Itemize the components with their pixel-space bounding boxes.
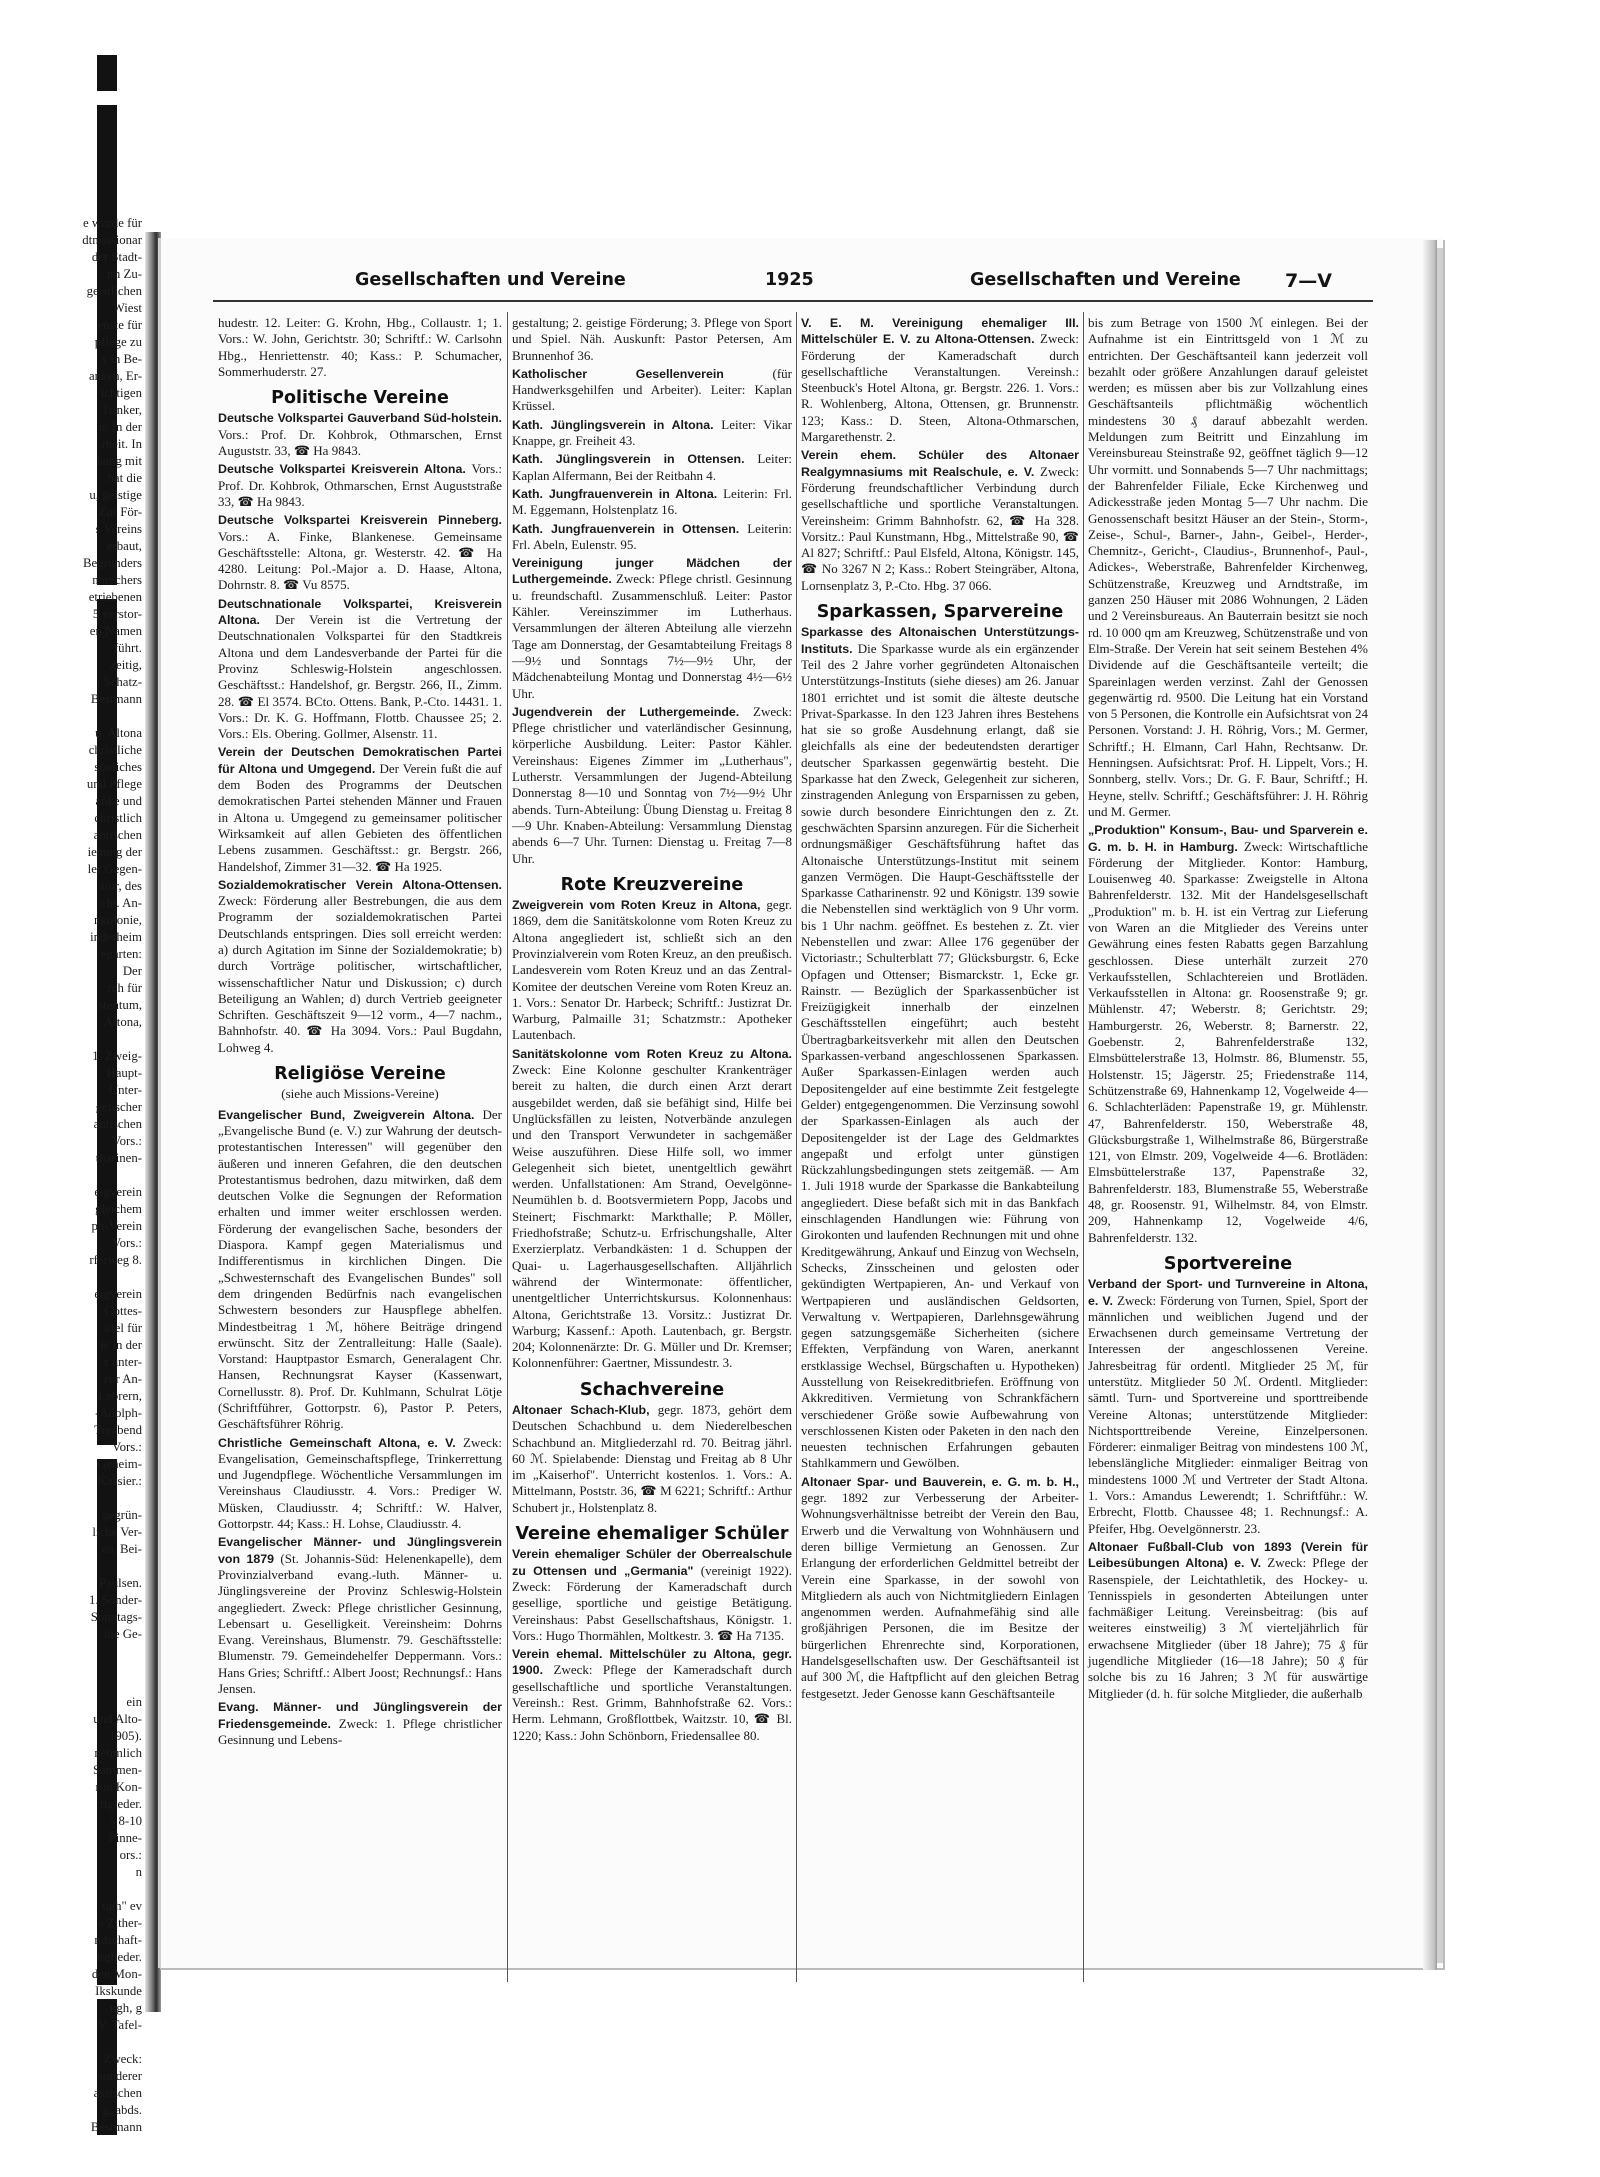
- association-entry: [512, 417, 792, 450]
- fragment-line: ugh, g: [110, 2001, 142, 2015]
- text-column-3: [801, 315, 1079, 1965]
- fragment-line: s 8-10: [110, 1814, 142, 1828]
- association-entry: [218, 461, 502, 510]
- previous-page-fragment: [0, 215, 148, 2134]
- fragment-line: e wurde für: [83, 216, 142, 230]
- association-entry: [801, 624, 1079, 1471]
- association-name: Evangelischer Männer- und Jünglingsverein von 1879: [218, 1535, 502, 1566]
- fragment-line: u, geistige: [89, 488, 142, 502]
- fragment-line: [0, 1558, 148, 1575]
- association-entry: [512, 1646, 792, 1744]
- section-heading: Sportvereine: [1163, 1253, 1293, 1274]
- association-entry: [218, 1534, 502, 1697]
- fragment-line: enste für: [97, 318, 142, 332]
- fragment-line: hat die: [107, 471, 142, 485]
- association-name: Deutschnationale Volkspartei, Kreisverein Altona.: [218, 596, 502, 628]
- association-entry: [801, 447, 1079, 594]
- fragment-line: geistlichen: [86, 284, 142, 298]
- association-entry: [512, 451, 792, 484]
- fragment-line: christliche: [88, 743, 142, 757]
- continued-text: [512, 315, 792, 364]
- fragment-line: nehmlich: [94, 1746, 142, 1760]
- association-entry: [512, 521, 792, 554]
- fragment-line: den Mon-: [91, 1967, 142, 1981]
- page-edge-shadow: [1437, 248, 1443, 1963]
- fragment-line: nkolonie,: [94, 913, 142, 927]
- fragment-line: Sonntags-: [90, 1610, 142, 1624]
- association-name: Kath. Jungfrauenverein in Ottensen.: [512, 521, 748, 536]
- fragment-line: . im Zu-: [100, 267, 142, 281]
- fragment-line: egarten:: [100, 947, 142, 961]
- fragment-line: cht. An-: [100, 896, 142, 910]
- fragment-line: nbrechers: [92, 573, 142, 587]
- association-name: Zweigverein vom Roten Kreuz in Altona,: [512, 898, 767, 913]
- fragment-line: zur An-: [103, 1372, 142, 1386]
- fragment-line: ler Gegen-: [87, 862, 142, 876]
- fragment-line: [0, 1881, 148, 1898]
- fragment-line: assischen: [93, 2086, 142, 2100]
- fragment-line: g, abds.: [102, 2103, 142, 2117]
- fragment-line: u. Altona: [95, 726, 142, 740]
- fragment-line: Vors.:: [112, 1440, 142, 1454]
- entry-text: Leiter: Kaplan Alfermann, Bei der Reitbahn 4.: [512, 451, 792, 483]
- association-name: Sozialdemokratischer Verein Altona-Ottensen.: [218, 877, 502, 892]
- section-heading: Schachvereine: [579, 1379, 725, 1400]
- association-name: Deutsche Volkspartei Kreisverein Altona.: [218, 462, 472, 477]
- header-rule: [213, 300, 1373, 302]
- entry-text: Zweck: Eine Kolonne geschulter Krankenträger bereit zu halten, die durch einen Arzt derart ausgebildet werden, daß sie befähigt sind, Hilfe bei Unglücksfällen zu leisten, Notverbände anzulegen und den Transport Verwundeter in sachgemäßer Weise auszuführen. Diese Hilfe soll, wo immer Gelegenheit sich bietet, unentgeltlich gewährt werden. Unfallstationen: Am Strand, Oevelgönne-Neumühlen b. d. Bootsvermietern Popp, Jacobs und Steinert; Fischmarkt: Markthalle; P. Möller, Friedhofstraße; Schutz-u. Erfrischungshalle, Alter Exerzierplatz. Verbandkästen: 1 d. Schuppen der Quai- u. Lagerhausgesellschaften. Alljährlich während der Wintermonate: öffentlicher, unentgeltlicher Unterrichtskursus. Kolonnenhaus: Altona, Gerichtstraße 13. Vorsitz.: Justizrat Dr. Warburg; Kassenf.: Apoth. Lautenbach, gr. Bergstr. 204; Kolonnenärzte: Dr. G. Müller und Dr. Kremser; Kolonnenführer: Gaertner, Missundestr. 3.: [512, 1062, 792, 1371]
- association-entry: [512, 555, 792, 702]
- fragment-line: tharinen-: [95, 1151, 142, 1165]
- association-name: Verein ehem. Schüler des Altonaer Realgymnasiums mit Realschule, e. V.: [801, 448, 1079, 479]
- fragment-line: dtmissionar: [82, 233, 142, 247]
- text-column-4: [1088, 315, 1368, 1965]
- fragment-line: rferweg 8.: [89, 1253, 142, 1267]
- fragment-line: liche Ver-: [92, 1525, 142, 1539]
- fragment-line: und Alto-: [93, 1712, 142, 1726]
- association-entry: [512, 897, 792, 1044]
- fragment-line: Paulsen.: [98, 1576, 142, 1590]
- fragment-line: antischen: [93, 828, 142, 842]
- association-name: Sparkasse des Altonaischen Unterstützungs-Instituts.: [801, 625, 1079, 656]
- fragment-line: sonderer: [97, 2069, 142, 2083]
- association-name: Evang. Männer- und Jünglingsverein der Friedensgemeinde.: [218, 1700, 502, 1731]
- association-name: Deutsche Volkspartei Kreisverein Pinneberg.: [218, 513, 502, 528]
- fragment-line: [0, 2034, 148, 2051]
- entry-text: Zweck: Förderung freundschaftlicher Verbindung durch gesellschaftliche und sportliche Veranstaltungen. Vereinsheim: Grimm Bahnhofstr. 62, ☎ Ha 328. Vorsitz.: Paul Kunstmann, Hbg., Mittelstraße 90, ☎ Al 827; Schriftf.: Paul Elsfeld, Altona, Königstr. 145, ☎ No 3267 N 2; Kass.: Robert Steingräber, Altona, Lornsenplatz 3, P.-Cto. Hbg. 37 066.: [801, 463, 1079, 593]
- fragment-line: Zweck:: [103, 2052, 142, 2066]
- association-name: Verein ehemaliger Schüler der Oberrealschule zu Ottensen und „Germania": [512, 1547, 792, 1578]
- fragment-line: ; Schatz-: [96, 675, 142, 689]
- entry-text: bis zum Betrage von 1500 ℳ einlegen. Bei der Aufnahme ist ein Eintrittsgeld von 1 ℳ zu entrichten. Der Geschäftsanteil kann jederzeit voll bezahlt oder größere Anzahlungen darauf geleistet werden; es müssen aber bis zur Vollzahlung eines Geschäftsanteils pflichtmäßig wöchentlich mindestens 30 ₰ darauf abbezahlt werden. Meldungen zum Beitritt und Einzahlung im Vereinsbureau Steinstraße 92, geöffnet täglich 9—12 Uhr vormitt. und Sonnabends 5—7 Uhr nachmittags; der Bahrenfelder Filiale, Ecke Kirchenweg und Adickesstraße jeden Montag 5—7 Uhr nachm. Die Genossenschaft besitzt Häuser an der Stein-, Storm-, Zeise-, Schul-, Barner-, Jahn-, Geibel-, Herder-, Chemnitz-, Gericht-, Claudius-, Brunnenhof-, Paul-, Adickes-, Weberstraße, Bahrenfelder Kirchenweg, Schützenstraße, Kreuzweg und Arndtstraße, im ganzen 250 Häuser mit 2086 Wohnungen, 2 Läden und 2 Vereinsbureaus. An Bauterrain besitzt sie noch rd. 10 000 qm am Kreuzweg, Schützenstraße und von Elm-Straße. Der Verein hat seit seinem Bestehen 4% Dividende auf die Geschäftsanteile verteilt; die Spareinlagen werden verzinst. Zahl der Genossen gegenwärtig rd. 9500. Die Leitung hat ein Vorstand von 5 Personen, die Kontrolle ein Aufsichtsrat von 24 Personen. Vorstand: J. H. Röhrig, Vors.; M. Germer, Schriftf.; H. Elmann, Carl Hahn, Rechtsanw. Dr. Henningsen. Aufsichtsrat: Prof. H. Lippelt, Vors.; H. Sonnberg, stellv. Vors.; Dr. G. F. Baur, Schriftf.; H. Heyne, stellv. Schriftf.; Geschäftsführer: J. H. Röhrig und M. Germer.: [1088, 315, 1368, 819]
- fragment-line: zeitig,: [110, 658, 142, 672]
- association-entry: [1088, 1276, 1368, 1537]
- entry-text: Zweck: Förderung aller Bestrebungen, die aus dem Programm der sozialdemokratischen Partei Deutschlands entspringen. Dies soll erreicht werden: a) durch Agitation im Sinne der Sozialdemokratie; b) durch Vorträge politischer, wirtschaftlicher, wissenschaftlicher Natur und Diskussion; c) durch Beteiligung an Wahlen; d) durch Vertrieb geeigneter Schriften. Geschäftszeit 9—12 vorm., 4—7 nachm., Bahnhofstr. 40. ☎ Ha 3094. Vors.: Paul Bugdahn, Lohweg 4.: [218, 893, 502, 1055]
- fragment-line: r unter-: [104, 1355, 142, 1369]
- fragment-line: christlich: [94, 811, 142, 825]
- fragment-line: [0, 1677, 148, 1694]
- association-entry: [512, 1546, 792, 1644]
- entry-text: Der Verein ist die Vertretung der Deutschnationalen Volkspartei für den Stadtkreis Altona und dem Landesverbande der Partei für die Provinz Schleswig-Holstein angeschlossen. Geschäftsst.: Handelshof, gr. Bergstr. 266, II., Zimm. 28. ☎ El 3574. BCto. Ottens. Bank, P.-Cto. 14431. 1. Vors.: Dr. K. G. Hoffmann, Flottb. Chaussee 25; 2. Vors.: Els. Obering. Gollmer, Alsenstr. 11.: [218, 612, 502, 742]
- fragment-line: Sammen-: [92, 1763, 142, 1777]
- fragment-line: en Namen: [89, 624, 142, 638]
- fragment-line: rbeit. In: [101, 437, 142, 451]
- association-entry: [801, 315, 1079, 445]
- fragment-line: ron Kon-: [95, 1780, 142, 1794]
- fragment-line: [0, 708, 148, 725]
- fragment-line: [0, 1660, 148, 1677]
- section-heading: Rote Kreuzvereine: [560, 874, 744, 895]
- fragment-line: und Pflege: [86, 777, 142, 791]
- fragment-line: Bestmann: [90, 692, 142, 706]
- association-name: Altonaer Fußball-Club von 1893 (Verein für Leibesübungen Altona) e. V.: [1088, 1539, 1368, 1571]
- fragment-line: stentum,: [98, 998, 142, 1012]
- fragment-line: Vors.:: [112, 1236, 142, 1250]
- association-name: Jugendverein der Luthergemeinde.: [512, 704, 754, 719]
- fragment-line: Treabend: [94, 1423, 142, 1437]
- fragment-line: Trinker,: [101, 403, 142, 417]
- fragment-line: Altona,: [103, 1015, 142, 1029]
- association-name: Christliche Gemeinschaft Altona, e. V.: [218, 1435, 464, 1450]
- text-column-2: [512, 315, 792, 1965]
- association-name: Deutsche Volkspartei Gauverband Süd-holstein.: [218, 411, 502, 426]
- entry-text: (vereinigt 1922). Zweck: Förderung der Kameradschaft durch gesellige, sportliche und geistige Betätigung. Vereinshaus: Pabst Gesellschaftshaus, Königstr. 1. Vors.: Hugo Thormählen, Moltkestr. 3. ☎ Ha 7135.: [512, 1562, 792, 1643]
- association-entry: [218, 1435, 502, 1533]
- fragment-line: hang mit: [96, 454, 142, 468]
- fragment-line: Wiest: [112, 301, 142, 315]
- section-heading: Religiöse Vereine: [274, 1064, 446, 1085]
- association-entry: [512, 486, 792, 519]
- association-name: „Produktion" Konsum-, Bau- und Sparverein e. G. m. b. H. in Hamburg.: [1088, 823, 1368, 854]
- fragment-line: 5 verstor-: [92, 607, 142, 621]
- fragment-line: Unter-: [108, 1083, 142, 1097]
- fragment-line: anke und: [95, 794, 142, 808]
- association-entry: [512, 1046, 792, 1372]
- fragment-line: itglieder.: [96, 1950, 142, 1964]
- fragment-line: gegrün-: [102, 1508, 142, 1522]
- entry-text: Zweck: Pflege christl. Gesinnung u. freundschaftl. Zusammenschluß. Leiter: Pastor Kähler. Vereinszimmer im Lutherhaus. Versammlungen der älteren Abteilung alle vierzehn Tage am Donnerstag, der Gesamtabteilung Freitags 8—9½ und Sonntags 7½—9½ Uhr, der Mädchenabteilung Montag und Donnerstag 4½—6½ Uhr.: [512, 571, 792, 701]
- fragment-line: [0, 1269, 148, 1286]
- association-entry: [218, 877, 502, 1056]
- fragment-line: sönliches: [94, 760, 142, 774]
- association-name: V. E. M. Vereinigung ehemaliger III. Mittelschüler E. V. zu Altona-Ottensen.: [801, 316, 1079, 347]
- fragment-line: Ikskunde: [95, 1984, 142, 1998]
- fragment-line: Kassier.:: [97, 1474, 142, 1488]
- fragment-line: 1. Sonder-: [88, 1593, 142, 1607]
- section-note: (siehe auch Missions-Vereine): [281, 1086, 439, 1102]
- fragment-line: inderheim: [90, 930, 142, 944]
- entry-text: Leiter: Vikar Knappe, gr. Freiheit 43.: [512, 416, 792, 449]
- fragment-line: ugh" ev: [102, 1899, 142, 1913]
- fragment-line: antischen: [93, 1117, 142, 1131]
- continued-text: [1088, 315, 1368, 820]
- association-entry: [218, 1107, 502, 1433]
- association-name: Verband der Sport- und Turnvereine in Altona, e. V.: [1088, 1277, 1368, 1308]
- continued-text: [218, 315, 502, 380]
- fragment-line: Vors.:: [112, 1134, 142, 1148]
- fragment-line: anken, Er-: [88, 369, 142, 383]
- fragment-line: ittel für: [103, 1321, 142, 1335]
- fragment-line: s Vereins: [95, 522, 142, 536]
- fragment-line: pflege zu: [94, 335, 142, 349]
- association-entry: [218, 744, 502, 874]
- association-entry: [512, 1402, 792, 1516]
- entry-text: Zweck: Evangelisation, Gemeinschaftspflege, Trinkerrettung und Jugendpflege. Wöchentliche Versammlungen im Vereinshaus Claudiusstr. 4. Vors.: Prediger W. Müsken, Claudiusstr. 4; Schriftf.: W. Halver, Gottorpstr. 44; Kass.: H. Lohse, Claudiusstr. 4.: [218, 1434, 502, 1532]
- fragment-line: gelischer: [95, 1100, 142, 1114]
- fragment-line: rch für: [107, 981, 142, 995]
- fragment-line: ein: [126, 1695, 142, 1709]
- section-heading: Politische Vereine: [271, 388, 449, 409]
- fragment-line: atur, des: [99, 879, 142, 893]
- fragment-line: Haupt-: [106, 1066, 142, 1080]
- page-edge: [1423, 240, 1437, 1970]
- running-head-left: Gesellschaften und Vereine: [355, 270, 626, 290]
- fragment-line: Gottes-: [104, 1304, 142, 1318]
- section-heading: Vereine ehemaliger Schüler: [515, 1524, 789, 1545]
- association-entry: [1088, 822, 1368, 1246]
- fragment-line: 1905).: [108, 1729, 142, 1743]
- fragment-line: eigverein: [94, 1287, 142, 1301]
- entry-text: (für Handwerksgehilfen und Arbeiter). Leiter: Kaplan Krüssel.: [512, 365, 792, 414]
- fragment-line: tigleder.: [100, 1797, 142, 1811]
- column-rule: [507, 312, 508, 1982]
- association-name: Altonaer Schach-Klub,: [512, 1403, 658, 1417]
- fragment-line: der Stadt-: [91, 250, 142, 264]
- fragment-line: iehung der: [87, 845, 142, 859]
- association-name: Verein ehemal. Mittelschüler zu Altona, gegr. 1900.: [512, 1647, 792, 1678]
- fragment-line: V. Tafel-: [97, 2018, 142, 2032]
- fragment-line: -Adolph-: [95, 1406, 142, 1420]
- association-name: Altonaer Spar- und Bauverein, e. G. m. b. H.,: [801, 1474, 1079, 1489]
- column-rule: [796, 312, 797, 1982]
- fragment-line: ors.:: [119, 1848, 142, 1862]
- fragment-line: führt.: [113, 641, 142, 655]
- entry-text: gegr. 1892 zur Verbesserung der Arbeiter-Wohnungsverhältnisse betreibt der Verein den Bau, Erwerb und die Verwaltung von Wohnhäusern und deren billige Vermietung an Genossen. Zur Erlangung der erforderlichen Geldmittel betreibt der Verein eine Sparkasse, in der sowohl von Mitgliedern als auch von Nichtmitgliedern Einlagen angenommen werden. Aufnahmefähig sind alle großjährigen Personen, die im Besitze der bürgerlichen Ehrenrechte sind, Korporationen, Handelsgesellschaften usw. Der Geschäftsanteil ist auf 300 ℳ, die Haftpflicht auf den gleichen Betrag festgesetzt. Jeder Genosse kann Geschäftsanteile: [801, 1490, 1079, 1701]
- entry-text: Zweck: Pflege der Kameradschaft durch gesellschaftliche und sportliche Veranstaltungen. Vereinsh.: Rest. Grimm, Bahnhofstraße 62. Vors.: Herm. Lehmann, Großflottbek, Waitzstr. 10, ☎ Bl. 1220; Kass.: John Schönborn, Friedensallee 80.: [512, 1662, 792, 1743]
- entry-text: Leiterin: Frl. M. Eggemann, Holstenplatz 16.: [512, 485, 792, 518]
- fragment-line: en. Bei-: [101, 1542, 142, 1556]
- fragment-line: 1. Zweig-: [92, 1049, 142, 1063]
- entry-text: Der Verein fußt die auf dem Boden des Programms der Deutschen demokratischen Partei stehenden Männer und Frauen in Altona u. Umgegend zu gemeinsamer politischer Wirksamkeit auf allen Gebieten des öffentlichen Lebens zusammen. Geschäftsst.: gr. Bergstr. 266, Handelshof, Zimmer 31—32. ☎ Ha 1925.: [218, 760, 502, 874]
- fragment-line: [0, 1031, 148, 1048]
- association-name: Vereinigung junger Mädchen der Luthergemeinde.: [512, 556, 792, 587]
- fragment-line: Lebrern,: [98, 1389, 142, 1403]
- fragment-line: Zur För-: [98, 505, 142, 519]
- association-entry: [218, 596, 502, 743]
- running-head-year: 1925: [765, 270, 814, 290]
- association-entry: [1088, 1539, 1368, 1702]
- entry-text: Vors.: A. Finke, Blankenese. Gemeinsame Geschäftsstelle: Altona, gr. Westerstr. 42. ☎ Ha 4280. Leitung: Pol.-Major a. D. Haase, Altona, Dohrnstr. 8. ☎ Vu 8575.: [218, 528, 502, 593]
- association-entry: [218, 1699, 502, 1748]
- fragment-line: [0, 1490, 148, 1507]
- entry-text: Zweck: Wirtschaftliche Förderung der Mitglieder. Kontor: Hamburg, Louisenweg 40. Sparkasse: Zweigstelle in Altona Bahrenfelderstr. 132. Mit der Handelsgesellschaft „Produktion" m. b. H. ist ein Vertrag zur Lieferung von Waren an die Mitglieder des Vereins unter Gewährung eines festen Rabatts gegen Barzahlung geschlossen. Diese unterhält zurzeit 270 Verkaufsstellen, Schlachtereien und Brotläden. Verkaufsstellen in Altona: gr. Roosenstraße 9; gr. Mühlenstr. 47; Weberstr. 8; Gerichtstr. 29; Hamburgerstr. 26, Weberstr. 8; Barnerstr. 22, Goebenstr. 2, Bahrenfelderstraße 132, Elmsbüttelerstraße 13, Holmstr. 86, Blumenstr. 55, Holstenstr. 15; Jägerstr. 25; Friedenstraße 114, Schützenstraße 69, Hahnenkamp 12, Vogelweide 4—6. Schlachterläden: Papenstraße 19, gr. Mühlenstr. 47, Bahrenfelderstr. 150, Weberstraße 48, Glücksburgstraße 1, Wilhelmstraße 86, Bürgerstraße 121, von Elmstr. 209, Vogelweide 4—6. Brotläden: Elmsbüttelerstraße 137, Papenstraße 32, Bahrenfelderstr. 183, Blumenstraße 55, Weberstraße 48, gr. Roosenstr. 91, Wilhelmstr. 84, von Elmstr. 209, Hahnenkamp 12, Vogelweide 4/6, Bahrenfelderstr. 132.: [1088, 838, 1368, 1245]
- association-entry: [801, 1474, 1079, 1702]
- fragment-line: gleichem: [95, 1202, 142, 1216]
- fragment-line: Der: [122, 964, 142, 978]
- association-name: Verein der Deutschen Demokratischen Partei für Altona und Umgegend.: [218, 745, 502, 776]
- entry-text: Vors.: Prof. Dr. Kohbrok, Othmarschen, Ernst Auguststraße 33, ☎ Ha 9843.: [218, 461, 502, 509]
- entry-text: gestaltung; 2. geistige Förderung; 3. Pflege von Sport und Spiel. Näh. Auskunft: Pastor Petersen, Am Brunnenhof 36.: [512, 315, 792, 363]
- association-name: Evangelischer Bund, Zweigverein Altona.: [218, 1107, 483, 1122]
- association-entry: [512, 704, 792, 867]
- entry-text: (St. Johannis-Süd: Helenenkapelle), dem Provinzialverband evang.-luth. Männer- u. Jünglingsvereine der Provinz Schleswig-Holstein angegliedert. Zweck: Pflege christlicher Gesinnung, Lebensart u. Geselligkeit. Vereinsheim: Dohrns Evang. Vereinshaus, Blumenstr. 79. Geschäftsstelle: Blumenstr. 79. Gemeindehelfer Deppermann. Vors.: Hans Gries; Schriftf.: Albert Joost; Rechnungsf.: Hans Jensen.: [218, 1550, 502, 1697]
- fragment-line: n. In der: [99, 420, 142, 434]
- entry-text: Zweck: Pflege christlicher und vaterländischer Gesinnung, körperliche Ausbildung. Leiter: Pastor Kähler. Vereinshaus: Eigenes Zimmer im „Lutherhaus", Lutherstr. Versammlungen der Jugend-Abteilung Donnerstag 8—10 und Sonntag von 7½—9½ Uhr abends. Turn-Abteilung: Übung Dienstag u. Freitag 8—9 Uhr. Knaben-Abteilung: Versammlung Dienstag abends 6—7 Uhr. Turnen: Dienstag u. Freitag 7—8 Uhr.: [512, 703, 792, 866]
- fragment-line: ie in der: [100, 1338, 142, 1352]
- fragment-line: ph-Verein: [91, 1219, 142, 1233]
- section-heading: Sparkassen, Sparvereine: [816, 602, 1064, 623]
- running-head-right: Gesellschaften und Vereine: [970, 270, 1241, 290]
- entry-text: Die Sparkasse wurde als ein ergänzender Teil des 2 Jahre vorher gegründeten Altonaischen Unterstützungs-Instituts (siehe dieses) am 26. Januar 1801 errichtet und ist somit die älteste deutsche Privat-Sparkasse. In den 123 Jahren ihres Bestehens hat sie so große Ausdehnung erlangt, daß sie gleichfalls als eine der bedeutendsten derartiger deutscher Sparkassen gegenwärtig besteht. Die Sparkasse hat den Zweck, Gelegenheit zur sicheren, zinstragenden Anlegung von Ersparnissen zu geben, sowie durch besondere Einrichtungen den z. Zt. geschwächten Sparsinn anzuregen. Für die Sicherheit ordnungsmäßiger Geschäftsführung haftet das Altonaische Unterstützungs-Institut mit seinem ganzen Vermögen. Die Haupt-Geschäftsstelle der Sparkasse Catharinenstr. 92 und Königstr. 139 sowie die Nebenstellen sind werktäglich von 9 Uhr vorm. bis 1 Uhr nachm. geöffnet. Es bestehen z. Zt. vier Nebenstellen und zwar: Allee 176 gegenüber der Victoriastr.; Schulterblatt 77; Glücksburgstr. 6, Ecke Opfagen und Ottenser; Bismarckstr. 1, Ecke gr. Rainstr. — Bezüglich der Sparkassenbücher ist Freizügigkeit innerhalb der einzelnen Geschäftsstellen eingeführt; auch besteht Übertragbarkeitsverkehr mit allen den Deutschen Sparkassen-verband angeschlossenen Sparkassen. Außer Sparkassen-Einlagen werden auch Depositengelder auf eine bestimmte Zeit festgelegte Gelder) entgegengenommen. Die Verzinsung sowohl der Sparkassen-Einlagen als auch der Depositengelder ist der Lage des Geldmarktes angepaßt und erfolgt unter günstigen Rückzahlungsbedingungen stets zeitgemäß. — Am 1. Juli 1918 wurde der Sparkasse die Bankabteilung angegliedert. Diese befaßt sich mit in das Bankfach einschlagenden Handlungen wie: Führung von Girokonten und laufenden Rechnungen mit und ohne Kreditgewährung, Ankauf und Einzug von Wechseln, Schecks, Zinsscheinen und gelosten oder gekündigten Wertpapieren, An- und Verkauf von Wertpapieren und ausländischen Geldsorten, Verwaltung v. Wertpapieren, Darlehnsgewährung gegen satzungsgemäße Sicherheiten (sichere Effekten, Verpfändung von Waren, anerkannt erstklassige Wechsel, Bürgschaften u. Hypotheken) Ausstellung von Reisekreditbriefen. Eröffnung von Akkreditiven. Vermietung von Schrankfächern verschiedener Größe sowie Aufbewahrung von verschlossenen Kisten oder Paketen in den nach den neuesten technischen Erfahrungen gebauten Stahlkammern und Gewölben.: [801, 640, 1079, 1471]
- entry-text: gegr. 1869, dem die Sanitätskolonne vom Roten Kreuz zu Altona angegliedert ist, schließt sich an den Provinzialverein vom Roten Kreuz, an den preußisch. Landesverein vom Roten Kreuz und an das Zentral-Komitee der deutschen Vereine vom Roten Kreuz an. 1. Vors.: Senator Dr. Harbeck; Schriftf.: Justizrat Dr. Warburg, Palmaille 31; Schatzmstr.: Apotheker Lautenbach.: [512, 897, 792, 1043]
- column-rule: [1083, 312, 1084, 1982]
- fragment-line: n: [135, 1865, 142, 1879]
- association-entry: [512, 366, 792, 415]
- fragment-line: [0, 1167, 148, 1184]
- fragment-line: s in Be-: [102, 352, 142, 366]
- entry-text: Zweck: Pflege der Rasenspiele, der Leichtathletik, des Hockey- u. Tennisspiels in gesonderten Abteilungen unter fachmäßiger Leitung. Vereinsbeitrag: (bis auf weiteres einstweilig) 3 ℳ vierteljährlich für erwachsene Mitglieder (über 18 Jahre); 75 ₰ für jugendliche Mitglieder (16—18 Jahre); 50 ₰ für solche bis zu 16 Jahren; 3 ℳ für auswärtige Mitglieder (d. h. für solche Mitglieder, die außerhalb: [1088, 1555, 1368, 1701]
- entry-text: Der „Evangelische Bund (e. V.) zur Wahrung der deutsch-protestantischen Interessen" will gegenüber den äußeren und inneren Gefahren, die den deutschen Protestantismus bedrohen, dazu mitwirken, daß dem deutschen Volke die Segnungen der Reformation erhalten und immer weiter erschlossen werden. Förderung der evangelischen Sache, besonders der Diaspora. Kampf gegen Materialismus und Indifferentismus in kirchlichen Dingen. Die „Schwesternschaft des Evangelischen Bundes" soll dem dringenden Bedürfnis nach evangelischen Schwestern besonders zur Hauspflege abhelfen. Mindestbeitrag 1 ℳ, höhere Beiträge dringend erwünscht. Sitz der Zentralleitung: Halle (Saale). Vorstand: Hauptpastor Esmarch, Generalagent Chr. Hansen, Rechnungsrat Kayser (Kassenwart, Cornellusstr. 8). Prof. Dr. Kuhlmann, Schulrat Lötje (Schriftführer, Gottorpstr. 6), Pastor P. Peters, Geschäftsführer Röhrig.: [218, 1106, 502, 1432]
- entry-text: gegr. 1873, gehört dem Deutschen Schachbund u. dem Niederelbeschen Schachbund an. Mitgliederzahl rd. 70. Beitrag jährl. 60 ℳ. Spielabende: Dienstag und Freitag ab 8 Uhr im „Kaiserhof". Unterricht kostenlos. 1. Vors.: A. Mittelmann, Poststr. 36, ☎ M 6221; Schriftf.: Arthur Schubert jr., Holstenplatz 8.: [512, 1402, 792, 1515]
- fragment-line: Geheim-: [97, 1457, 142, 1471]
- fragment-line: Bestmann: [90, 2120, 142, 2134]
- association-name: Kath. Jungfrauenverein in Altona.: [512, 486, 724, 501]
- entry-text: hudestr. 12. Leiter: G. Krohn, Hbg., Collaustr. 1; 1. Vors.: W. John, Gerichtstr. 30; Schriftf.: W. Carlsohn Hbg., Henriettenstr. 40; Kass.: P. Schumacher, Sommerhuderstr. 27.: [218, 315, 502, 379]
- page-number: 7—V: [1285, 270, 1332, 292]
- entry-text: Zweck: Förderung von Turnen, Spiel, Sport der männlichen und weiblichen Jugend und der Erwachsenen durch gemeinsame Vertretung der Interessen der angeschlossenen Vereine. Jahresbeitrag für ordentl. Mitglieder 25 ℳ, für unterstütz. Mitglieder 50 ℳ. Ordentl. Mitglieder: sämtl. Turn- und Sportvereine und sporttreibende Vereine Altonas; unterstützende Mitglieder: Nichtsporttreibende Vereine, Einzelpersonen. Förderer: einmaliger Beitrag von mindestens 100 ℳ, lebenslängliche Mitglieder: einmaliger Beitrag von mindestens 1000 ℳ und Vertreter der Stadt Altona. 1. Vors.: Amandus Lewerendt; 1. Schriftführ.: W. Erbrecht, Flottb. Chaussee 48; 1. Rechnungsf.: A. Pfeifer, Hbg. Oevelgönnerstr. 23.: [1088, 1292, 1368, 1536]
- fragment-line: die Ge-: [103, 1627, 142, 1641]
- association-name: Sanitätskolonne vom Roten Kreuz zu Altona.: [512, 1046, 792, 1061]
- association-name: Kath. Jünglingsverein in Ottensen.: [512, 452, 758, 467]
- text-column-1: [218, 315, 502, 1965]
- fragment-line: Begründers: [83, 556, 142, 570]
- fragment-line: Pinne-: [108, 1831, 142, 1845]
- association-entry: [218, 410, 502, 459]
- entry-text: Leiterin: Frl. Abeln, Eulenstr. 95.: [512, 520, 792, 552]
- association-name: Kath. Jünglingsverein in Altona.: [512, 417, 722, 432]
- association-entry: [218, 512, 502, 593]
- entry-text: Vors.: Prof. Dr. Kohbrok, Othmarschen, Ernst Auguststr. 33, ☎ Ha 9843.: [218, 426, 502, 459]
- entry-text: Zweck: 1. Pflege christlicher Gesinnung und Lebens-: [218, 1715, 502, 1747]
- fragment-line: ichtigen: [100, 386, 142, 400]
- fragment-line: s Zither-: [98, 1916, 142, 1930]
- fragment-line: ndschaft-: [94, 1933, 142, 1947]
- entry-text: Zweck: Förderung der Kameradschaft durch gesellschaftliche Veranstaltungen. Vereinsh.: Steenbuck's Hotel Altona, gr. Bergstr. 226. 1. Vors.: R. Wohlenberg, Altona, Ottensen, gr. Brunnenstr. 123; Kass.: D. Steen, Altona-Othmarschen, Margarethenstr. 2.: [801, 331, 1079, 445]
- fragment-line: [0, 1643, 148, 1660]
- fragment-line: etriebenen: [88, 590, 142, 604]
- fragment-line: eigverein: [94, 1185, 142, 1199]
- association-name: Katholischer Gesellenverein: [512, 366, 773, 381]
- fragment-line: erbaut,: [106, 539, 142, 553]
